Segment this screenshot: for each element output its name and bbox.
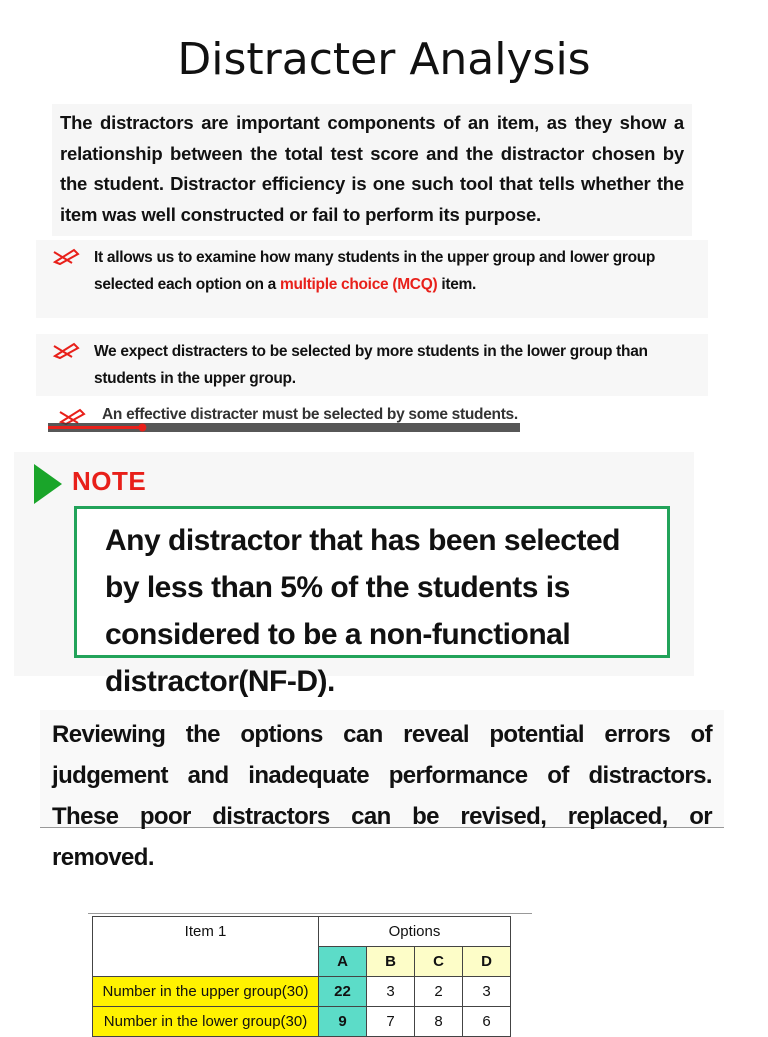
options-table bbox=[92, 916, 511, 1037]
table-cell: 3 bbox=[367, 977, 415, 1007]
table-cell: 3 bbox=[463, 977, 511, 1007]
table-cell: 7 bbox=[367, 1007, 415, 1037]
table-cell: 22 bbox=[319, 977, 367, 1007]
progress-fill bbox=[48, 426, 142, 429]
option-a-header: A bbox=[319, 947, 367, 977]
option-d-header: D bbox=[463, 947, 511, 977]
bullet-item-1 bbox=[36, 240, 708, 318]
pencil-icon bbox=[52, 340, 80, 360]
lower-group-label: Number in the lower group(30) bbox=[93, 1007, 319, 1037]
table-cell: 6 bbox=[463, 1007, 511, 1037]
review-paragraph: Reviewing the options can reveal potential errors of judgement and inadequate performance of distractors. These poor distractors can be revised, replaced, or removed. bbox=[40, 710, 724, 828]
pencil-icon bbox=[52, 246, 80, 266]
option-c-header: C bbox=[415, 947, 463, 977]
table-header-row bbox=[93, 917, 511, 947]
bullet-3-text: An effective distracter must be selected by some students. bbox=[102, 406, 518, 423]
note-label: NOTE bbox=[72, 466, 147, 496]
item-header: Item 1 bbox=[93, 917, 319, 977]
note-box: Any distractor that has been selected by less than 5% of the students is considered to be a non-functional distractor(NF-D). bbox=[74, 506, 670, 658]
table-cell: 8 bbox=[415, 1007, 463, 1037]
play-arrow-icon bbox=[34, 464, 62, 504]
intro-paragraph: The distractors are important components of an item, as they show a relationship between the total test score and the distractor chosen by the student. Distractor efficiency is one such tool that tells whether the item was well constructed or fail to perform its purpose. bbox=[52, 104, 692, 236]
option-b-header: B bbox=[367, 947, 415, 977]
table-cell: 2 bbox=[415, 977, 463, 1007]
mcq-highlight: multiple choice (MCQ) bbox=[280, 276, 438, 293]
table-row bbox=[93, 1007, 511, 1037]
bullet-item-2 bbox=[36, 334, 708, 396]
bullet-1-text: It allows us to examine how many students in the upper group and lower group selected each option on a bbox=[94, 249, 656, 293]
table-cell: 9 bbox=[319, 1007, 367, 1037]
video-progress-bar[interactable] bbox=[48, 412, 520, 432]
bullet-2-text: We expect distracters to be selected by more students in the lower group than students in the upper group. bbox=[94, 343, 648, 387]
table-row bbox=[93, 977, 511, 1007]
upper-group-label: Number in the upper group(30) bbox=[93, 977, 319, 1007]
progress-handle bbox=[138, 424, 146, 432]
table-top-rule bbox=[88, 913, 532, 914]
page-title: Distracter Analysis bbox=[177, 34, 591, 85]
bullet-1-tail: item. bbox=[437, 276, 477, 293]
options-header: Options bbox=[319, 917, 511, 947]
